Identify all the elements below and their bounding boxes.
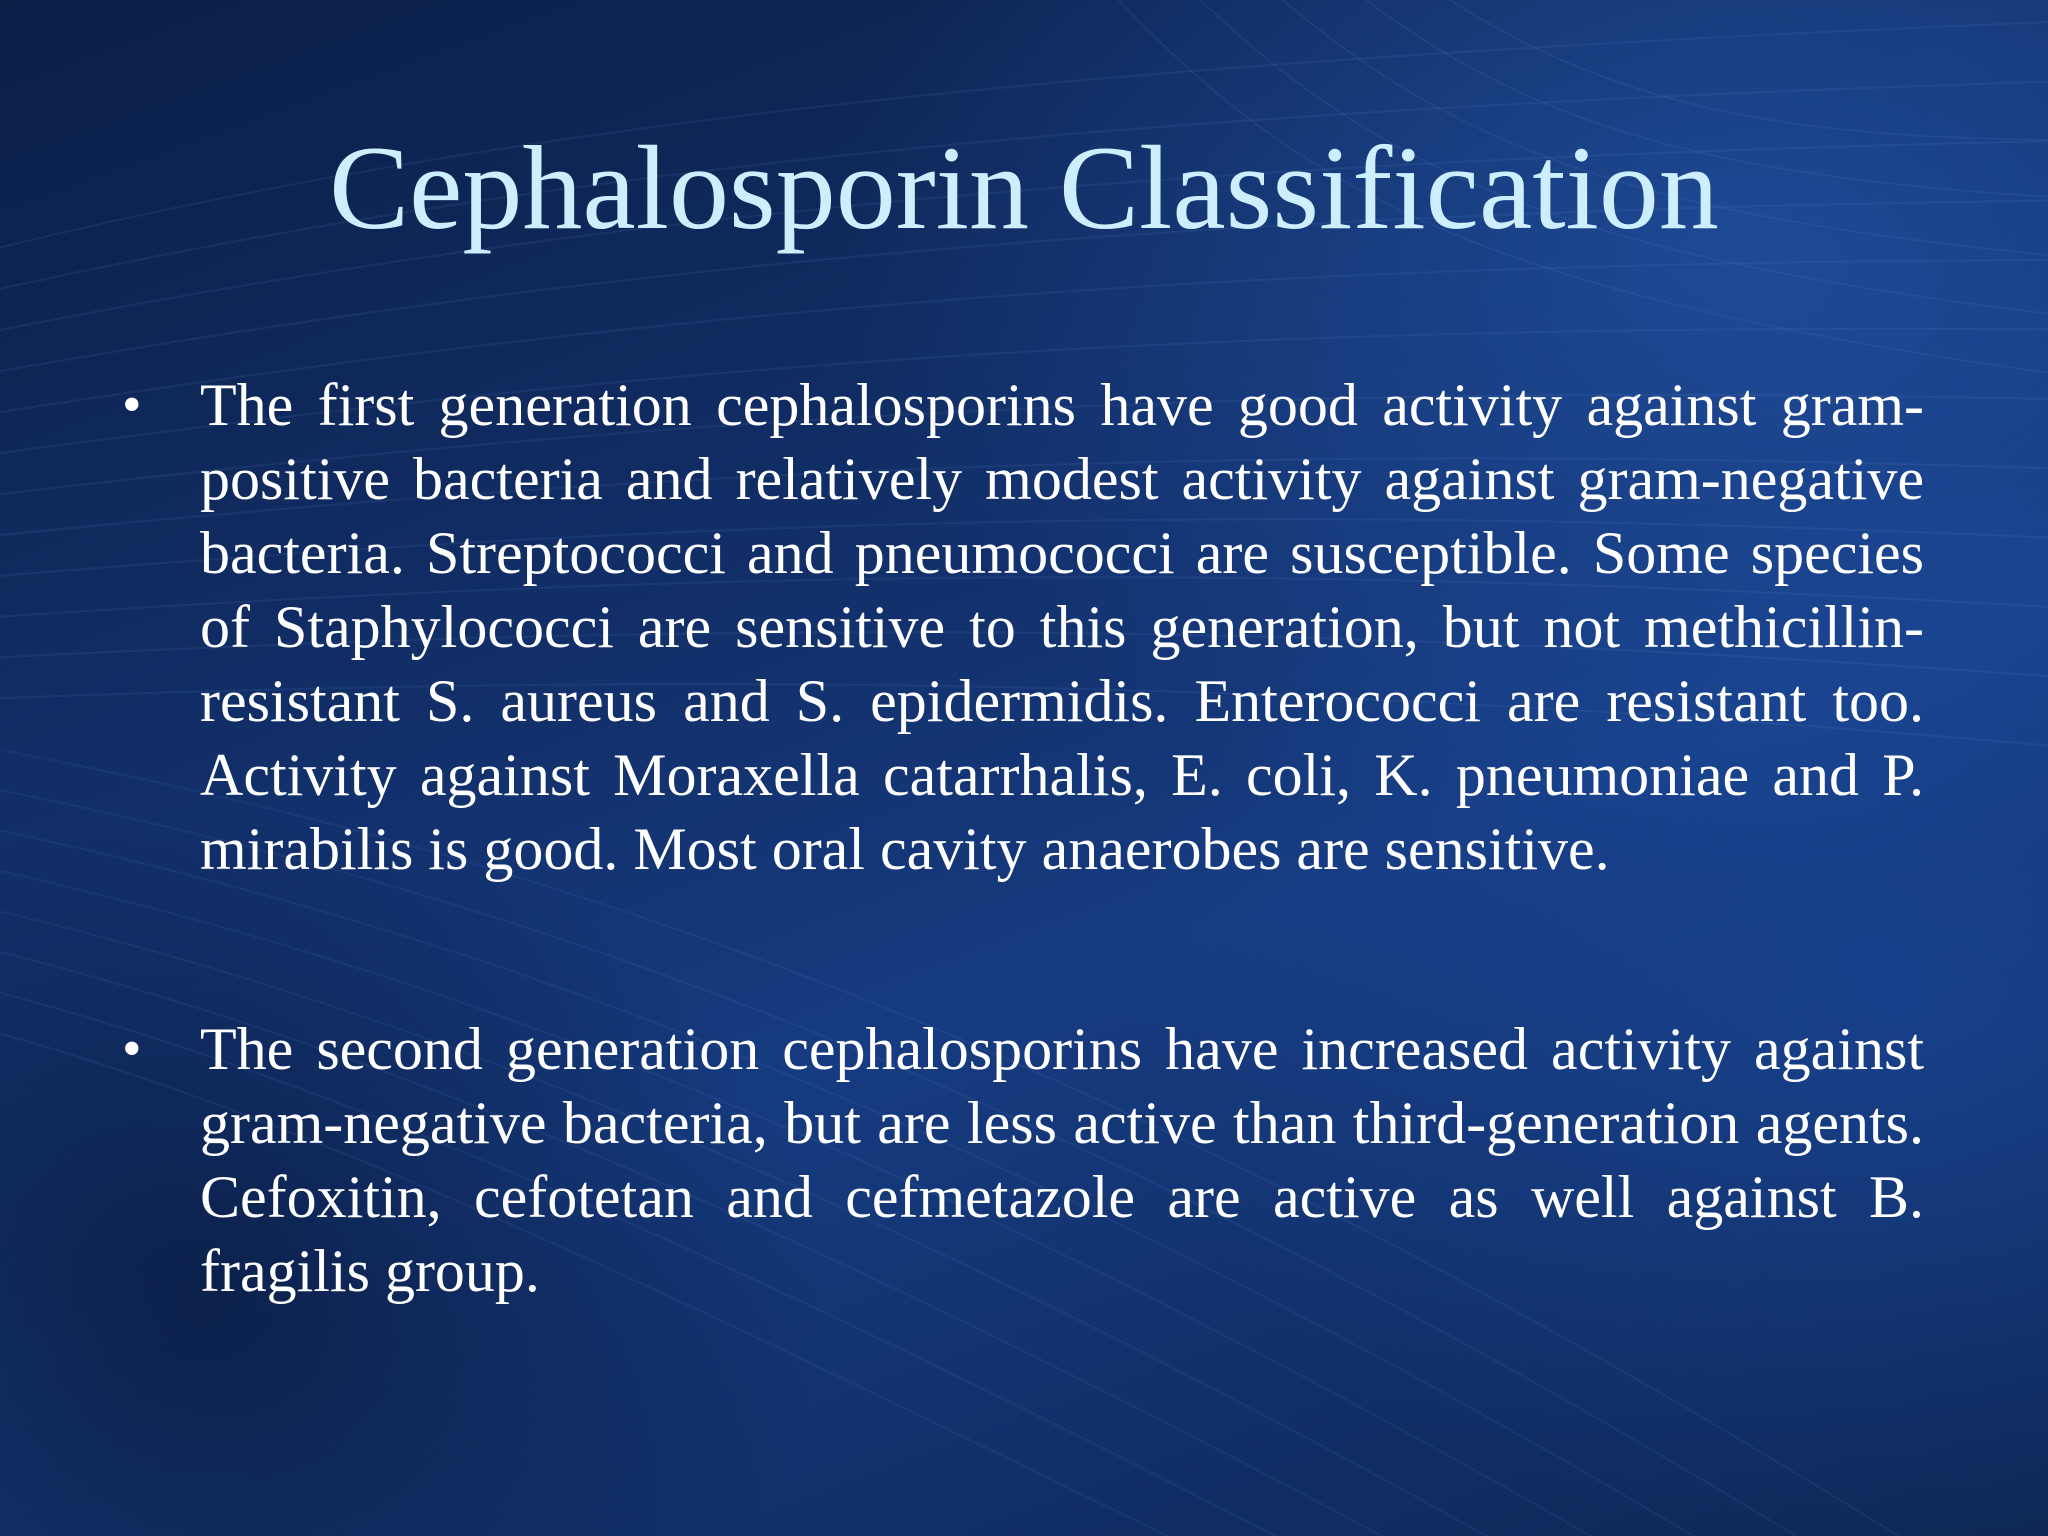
bullet-marker: • [122, 374, 142, 436]
bullet-item-second-generation [122, 1012, 1924, 1308]
bullet-text: The first generation cephalosporins have good activity against gram-positive bacteria and relatively modest activity against gram-negative bacteria. Streptococci and pneumococci are susceptible. Some species of Staphylococci are sensitive to this generation, but not methicillin-resistant S. aureus and S. epidermidis. Enterococci are resistant too. Activity against Moraxella catarrhalis, E. coli, K. pneumoniae and P. mirabilis is good. Most oral cavity anaerobes are sensitive. [200, 372, 1924, 882]
bullet-text: The second generation cephalosporins have increased activity against gram-negative bacteria, but are less active than third-generation agents. Cefoxitin, cefotetan and cefmetazole are active as well against B. fragilis group. [200, 1016, 1924, 1304]
slide-title: Cephalosporin Classification [329, 121, 1719, 254]
bullet-item-first-generation [122, 368, 1924, 886]
bullet-marker: • [122, 1018, 142, 1080]
bullet-list [122, 368, 1924, 1308]
